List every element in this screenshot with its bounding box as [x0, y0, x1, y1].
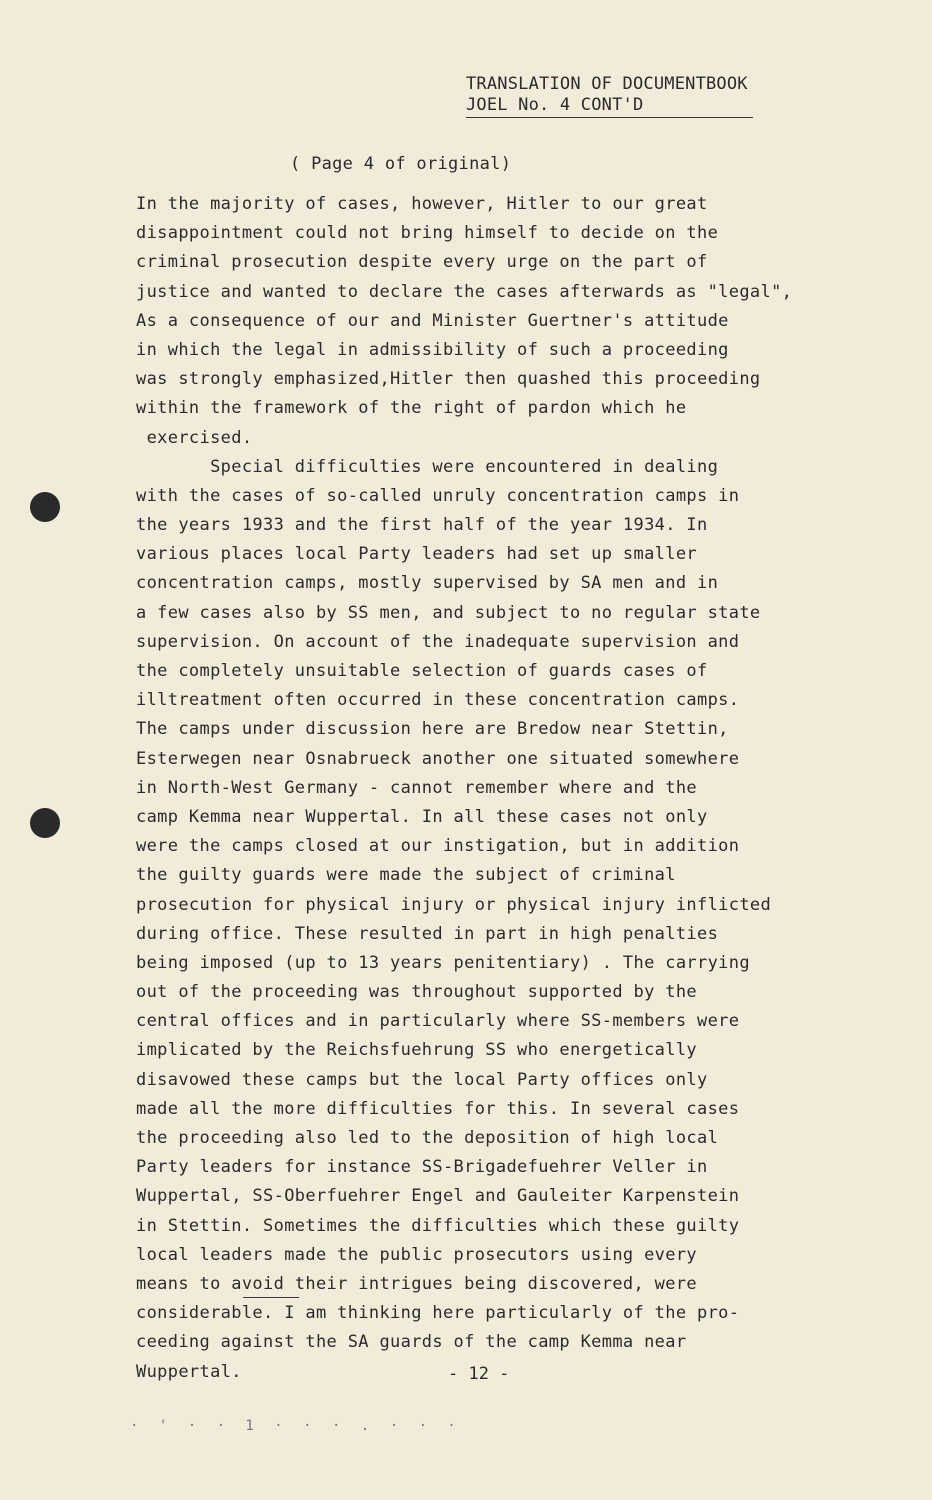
- body-line: supervision. On account of the inadequate supervision and: [136, 631, 740, 652]
- body-line: exercised.: [136, 427, 253, 448]
- body-line: Wuppertal.: [136, 1361, 242, 1382]
- body-line: disappointment could not bring himself to decide on the: [136, 223, 719, 244]
- body-line: criminal prosecution despite every urge on the part of: [136, 252, 708, 273]
- body-line: considerable. I am thinking here particularly of the pro-: [136, 1303, 740, 1324]
- body-line: disavowed these camps but the local Party offices only: [136, 1069, 708, 1090]
- body-line: during office. These resulted in part in high penalties: [136, 923, 719, 944]
- body-line: illtreatment often occurred in these concentration camps.: [136, 690, 740, 711]
- document-header: [466, 74, 753, 118]
- body-line: out of the proceeding was throughout supported by the: [136, 982, 697, 1003]
- body-line: being imposed (up to 13 years penitentiary) . The carrying: [136, 952, 750, 973]
- body-line: justice and wanted to declare the cases afterwards as "legal",: [136, 281, 793, 302]
- body-line: in North-West Germany - cannot remember where and the: [136, 777, 697, 798]
- body-line: Esterwegen near Osnabrueck another one situated somewhere: [136, 748, 740, 769]
- body-line: As a consequence of our and Minister Guertner's attitude: [136, 310, 729, 331]
- body-line: the guilty guards were made the subject of criminal: [136, 865, 676, 886]
- body-line: camp Kemma near Wuppertal. In all these cases not only: [136, 806, 708, 827]
- body-line: with the cases of so-called unruly concentration camps in: [136, 485, 740, 506]
- body-line: Wuppertal, SS-Oberfuehrer Engel and Gauleiter Karpenstein: [136, 1186, 740, 1207]
- body-line: were the camps closed at our instigation, but in addition: [136, 836, 740, 857]
- body-line: means to avoid their intrigues being discovered, were: [136, 1273, 697, 1294]
- body-line: ceeding against the SA guards of the camp Kemma near: [136, 1332, 687, 1353]
- body-line: in which the legal in admissibility of such a proceeding: [136, 339, 729, 360]
- body-line: The camps under discussion here are Bredow near Stettin,: [136, 719, 729, 740]
- header-subtitle: JOEL No. 4 CONT'D: [466, 95, 753, 118]
- body-line: Party leaders for instance SS-Brigadefuehrer Veller in: [136, 1157, 708, 1178]
- body-line: implicated by the Reichsfuehrung SS who energetically: [136, 1040, 697, 1061]
- body-line: prosecution for physical injury or physical injury inflicted: [136, 894, 772, 915]
- body-line: the years 1933 and the first half of the year 1934. In: [136, 515, 708, 536]
- punch-hole-bottom: [30, 808, 60, 838]
- body-line: central offices and in particularly where SS-members were: [136, 1011, 740, 1032]
- page-number: - 12 -: [448, 1364, 510, 1384]
- body-line: a few cases also by SS men, and subject to no regular state: [136, 602, 761, 623]
- body-line: various places local Party leaders had set up smaller: [136, 544, 697, 565]
- body-line: within the framework of the right of pardon which he: [136, 398, 687, 419]
- body-line: in Stettin. Sometimes the difficulties which these guilty: [136, 1215, 740, 1236]
- document-body: [136, 190, 896, 1387]
- punch-hole-top: [30, 492, 60, 522]
- body-line: was strongly emphasized,Hitler then quashed this proceeding: [136, 369, 761, 390]
- body-line: the completely unsuitable selection of guards cases of: [136, 661, 708, 681]
- header-title: TRANSLATION OF DOCUMENTBOOK: [466, 74, 748, 94]
- body-line: In the majority of cases, however, Hitler to our great: [136, 194, 708, 214]
- body-line: made all the more difficulties for this. In several cases: [136, 1098, 740, 1119]
- bleed-through-marks: · ' · · 1 · · · . · · ·: [130, 1418, 462, 1434]
- body-line: concentration camps, mostly supervised by SA men and in: [136, 573, 719, 594]
- handwritten-underline: [243, 1297, 299, 1298]
- body-line: local leaders made the public prosecutors using every: [136, 1244, 697, 1265]
- body-line: the proceeding also led to the deposition of high local: [136, 1128, 719, 1148]
- original-page-reference: ( Page 4 of original): [290, 154, 512, 174]
- body-line: Special difficulties were encountered in dealing: [136, 456, 719, 477]
